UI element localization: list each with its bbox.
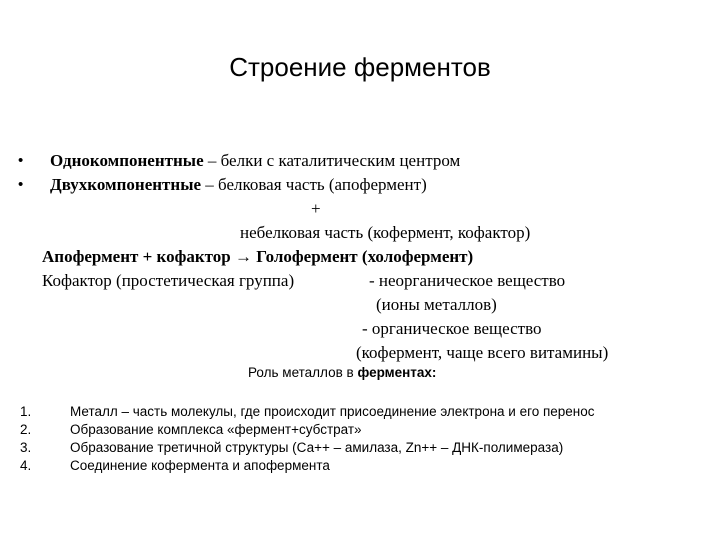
list-number: 1. (20, 404, 32, 419)
cofactor-type-inorganic-detail: (ионы металлов) (376, 295, 497, 314)
bullet-description: – белковая часть (апофермент) (201, 175, 427, 194)
metals-role-heading (248, 364, 436, 382)
equation-left: Апофермент + кофактор (42, 247, 231, 266)
list-item: Металл – часть молекулы, где происходит присоединение электрона и его перенос (70, 404, 595, 419)
metals-role-bold: ферментах: (357, 365, 437, 380)
metals-role-prefix: Роль металлов в (248, 365, 358, 380)
bullet-description: – белки с каталитическим центром (203, 151, 461, 170)
list-number: 2. (20, 422, 32, 437)
cofactor-label: Кофактор (простетическая группа) (42, 271, 295, 290)
holoenzyme-equation (42, 246, 473, 268)
bullet-marker: • (18, 152, 24, 169)
plus-sign: + (311, 199, 321, 218)
slide-title: Строение ферментов (229, 52, 491, 82)
nonprotein-part-text: небелковая часть (кофермент, кофактор) (240, 223, 531, 242)
cofactor-type-organic: - органическое вещество (362, 319, 542, 338)
list-item: Образование комплекса «фермент+субстрат» (70, 422, 362, 437)
list-item: Соединение кофермента и апофермента (70, 458, 330, 473)
list-item: Образование третичной структуры (Са++ – амилаза, Zn++ – ДНК-полимераза) (70, 440, 564, 455)
bullet-term: Однокомпонентные (50, 151, 204, 170)
cofactor-type-inorganic: - неорганическое вещество (369, 271, 566, 290)
bullet-item-two-component (50, 174, 427, 196)
arrow-icon: → (235, 247, 252, 266)
list-number: 3. (20, 440, 32, 455)
bullet-marker: • (18, 176, 24, 193)
bullet-term: Двухкомпонентные (50, 175, 202, 194)
equation-right: Голофермент (холофермент) (256, 247, 474, 266)
cofactor-type-organic-detail: (кофермент, чаще всего витамины) (356, 343, 609, 362)
list-number: 4. (20, 458, 32, 473)
bullet-item-single-component (50, 150, 460, 172)
